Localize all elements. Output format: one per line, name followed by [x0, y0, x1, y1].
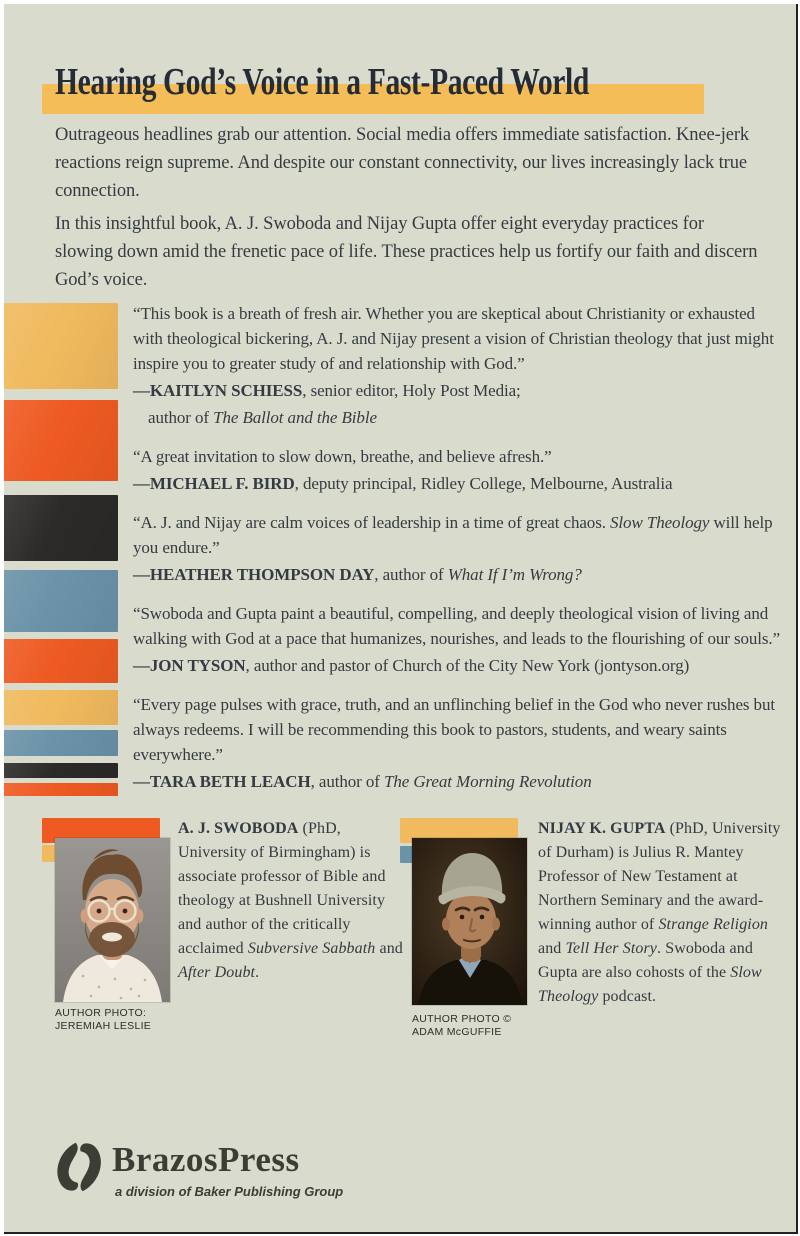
charcoal-color-block [4, 763, 118, 778]
blue-color-block [4, 570, 118, 632]
quote-text: “Swoboda and Gupta paint a beautiful, compelling, and deeply theological vision of living and walking with God at a pace that humanizes, nourishes, and leads to the flourishing of our souls.” [133, 604, 781, 648]
intro-paragraph-2: In this insightful book, A. J. Swoboda and Nijay Gupta offer eight everyday practices for slowing down amid the frenetic pace of life. These practices help us fortify our faith and discern God’s voice. [55, 214, 758, 290]
gupta-bio-text: NIJAY K. GUPTA (PhD, University of Durham) is Julius R. Mantey Professor of New Testament at Northern Seminary and the award-winning author of Strange Religion and Tell Her Story. Swoboda and Gupta are also cohosts of the Slow Theology podcast. [538, 820, 781, 1005]
gupta-portrait-illustration [412, 838, 527, 1005]
endorsements-section [133, 301, 785, 808]
photo-credit-line: ADAM McGUFFIE [412, 1026, 502, 1038]
publisher-name: BrazosPress [112, 1140, 300, 1179]
endorsement-quote [133, 510, 785, 587]
swoboda-author-photo [55, 838, 170, 1002]
color-bar-strip [4, 4, 118, 1232]
orange-color-block [4, 639, 118, 683]
book-back-cover [4, 4, 798, 1234]
intro-paragraph-1: Outrageous headlines grab our attention. Social media offers immediate satisfaction. Knee-jerk reactions reign supreme. And despite our constant connectivity, our lives increasingly lack true connection. [55, 125, 750, 201]
yellow-color-block [4, 690, 118, 725]
photo-credit-line: AUTHOR PHOTO © [412, 1013, 512, 1025]
quote-text: “A great invitation to slow down, breathe, and believe afresh.” [133, 447, 552, 466]
brazos-river-swirl-icon [54, 1138, 106, 1196]
photo-credit-line: JEREMIAH LESLIE [55, 1020, 152, 1032]
quote-attribution: —JON TYSON, author and pastor of Church of the City New York (jontyson.org) [133, 656, 690, 675]
blue-color-block [4, 730, 118, 756]
endorsement-quote [133, 301, 785, 430]
quote-attribution: —HEATHER THOMPSON DAY, author of What If I’m Wrong? [133, 565, 582, 584]
charcoal-color-block [4, 495, 118, 561]
quote-attribution-line2: author of The Ballot and the Bible [148, 408, 377, 427]
endorsement-quote [133, 601, 785, 678]
quote-text: “A. J. and Nijay are calm voices of leadership in a time of great chaos. Slow Theology will help you endure.” [133, 513, 773, 557]
quote-attribution: —MICHAEL F. BIRD, deputy principal, Ridley College, Melbourne, Australia [133, 474, 673, 493]
photo-credit-line: AUTHOR PHOTO: [55, 1007, 147, 1019]
cover-headline: Hearing God’s Voice in a Fast-Paced World [55, 61, 590, 103]
orange-color-block [4, 783, 118, 796]
publisher-tagline: a division of Baker Publishing Group [115, 1184, 344, 1199]
gupta-author-photo [412, 838, 527, 1005]
endorsement-quote [133, 692, 785, 794]
endorsement-quote [133, 444, 785, 496]
quote-attribution: —TARA BETH LEACH, author of The Great Morning Revolution [133, 772, 592, 791]
quote-text: “Every page pulses with grace, truth, and an unflinching belief in the God who never rushes but always redeems. I will be recommending this book to pastors, students, and weary saints everywhere.” [133, 695, 775, 764]
swoboda-bio-text: A. J. SWOBODA (PhD, University of Birmingham) is associate professor of Bible and theology at Bushnell University and author of the critically acclaimed Subversive Sabbath and After Doubt. [178, 820, 403, 981]
swoboda-photo-credit [55, 1007, 151, 1033]
swoboda-photo-accent-yellow-square [42, 845, 56, 862]
yellow-color-block [4, 303, 118, 389]
quote-attribution: —KAITLYN SCHIESS, senior editor, Holy Post Media; [133, 381, 521, 400]
gupta-photo-credit [412, 1013, 511, 1039]
orange-color-block [4, 400, 118, 481]
quote-text: “This book is a breath of fresh air. Whether you are skeptical about Christianity or exhausted with theological bickering, A. J. and Nijay present a vision of Christian theology that just might inspire you to greater study of and relationship with God.” [133, 304, 774, 373]
swoboda-portrait-illustration [55, 838, 170, 1002]
publisher-logo [54, 1134, 374, 1214]
